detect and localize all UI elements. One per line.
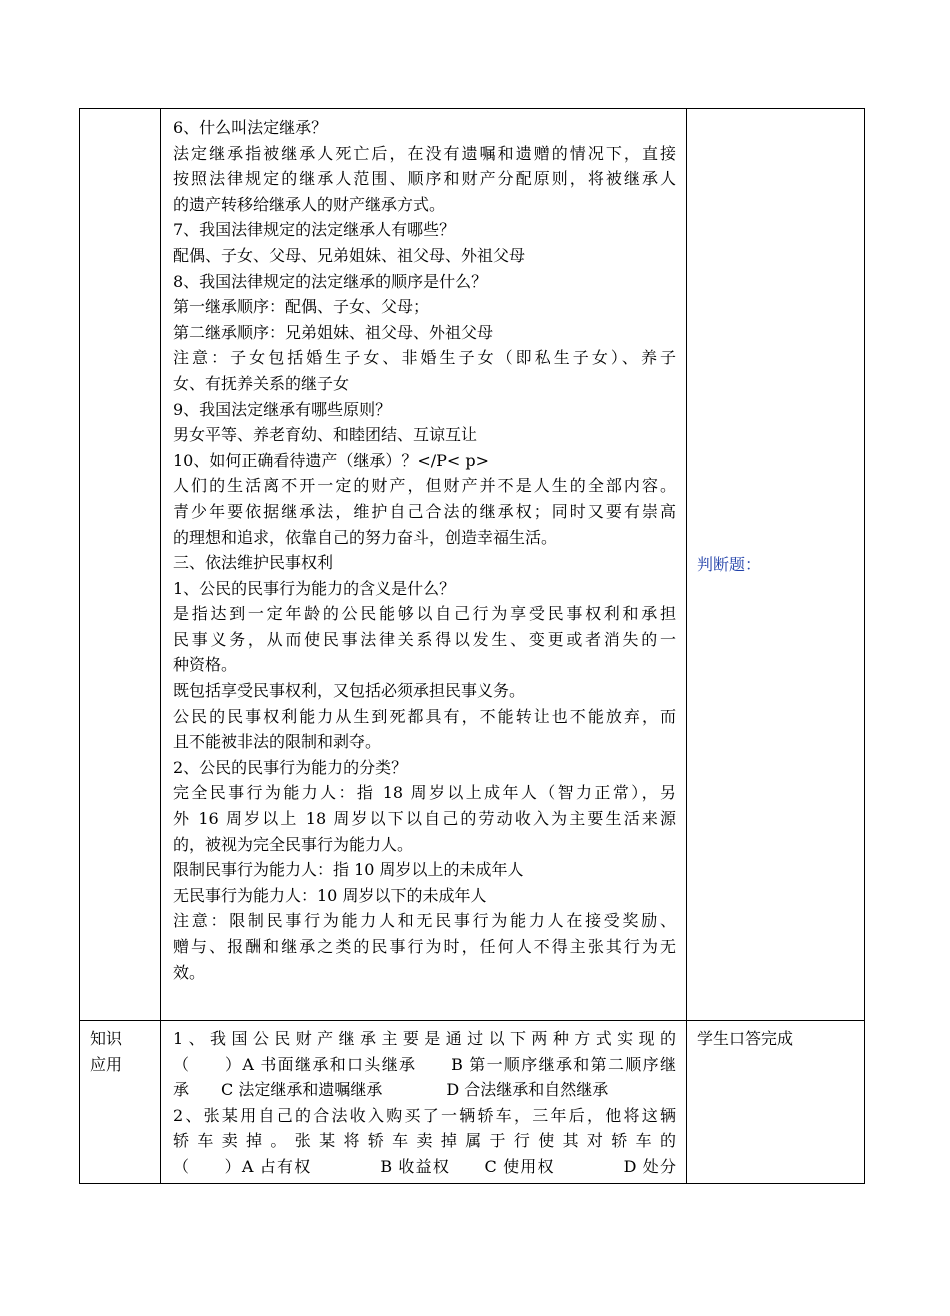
text-line: 2、公民的民事行为能力的分类？ (173, 757, 408, 777)
text-line: 既包括享受民事权利，又包括必须承担民事义务。 (173, 681, 526, 701)
text-line: 是指达到一定年龄的公民能够以自己行为享受民事权利和承担 (173, 604, 676, 624)
column-divider-1 (160, 109, 161, 1183)
question-line: （ ）A 占有权 B 收益权 C 使用权 D 处分 (173, 1156, 676, 1176)
text-line: 6、什么叫法定继承？ (173, 118, 328, 137)
text-line: 三、依法维护民事权利 (173, 553, 334, 573)
label-line: 应用 (90, 1054, 123, 1074)
question-line: （ ）A 书面继承和口头继承 B 第一顺序继承和第二顺序继 (173, 1054, 676, 1074)
text-line: 第一继承顺序：配偶、子女、父母； (173, 297, 430, 317)
text-line: 注意：子女包括婚生子女、非婚生子女（即私生子女）、养子 (173, 348, 676, 368)
text-line: 无民事行为能力人：10 周岁以下的未成年人 (173, 885, 487, 905)
question-line: 2、张某用自己的合法收入购买了一辆轿车，三年后，他将这辆 (173, 1105, 676, 1125)
text-line: 配偶、子女、父母、兄弟姐妹、祖父母、外祖父母 (173, 245, 526, 265)
text-line: 民事义务，从而使民事法律关系得以发生、变更或者消失的一 (173, 629, 676, 649)
text-line: 的遗产转移给继承人的财产继承方式。 (173, 194, 446, 214)
text-line: 青少年要依据继承法，维护自己合法的继承权；同时又要有崇高 (173, 501, 676, 521)
lesson-table (79, 108, 865, 1184)
text-line: 1、公民的民事行为能力的含义是什么？ (173, 578, 456, 598)
text-line: 的理想和追求，依靠自己的努力奋斗，创造幸福生活。 (173, 527, 558, 547)
text-line: 10、如何正确看待遗产（继承）？</P< p> (173, 450, 490, 470)
text-line: 男女平等、养老育幼、和睦团结、互谅互让 (173, 425, 478, 445)
text-line: 注意：限制民事行为能力人和无民事行为能力人在接受奖励、 (173, 911, 676, 931)
question-line: 轿车卖掉。张某将轿车卖掉属于行使其对轿车的 (173, 1131, 676, 1151)
text-line: 效。 (173, 962, 206, 982)
text-line: 完全民事行为能力人：指 18 周岁以上成年人（智力正常），另 (173, 783, 676, 803)
text-line: 的，被视为完全民事行为能力人。 (173, 834, 414, 854)
column-divider-2 (686, 109, 687, 1183)
judgment-question-label: 判断题： (697, 555, 762, 574)
text-line: 公民的民事权利能力从生到死都具有，不能转让也不能放弃，而 (173, 706, 676, 726)
text-line: 种资格。 (173, 655, 238, 675)
upper-content (173, 115, 676, 985)
text-line: 8、我国法律规定的法定继承的顺序是什么？ (173, 271, 488, 291)
label-line: 知识 (90, 1029, 123, 1048)
text-line: 第二继承顺序：兄弟姐妹、祖父母、外祖父母 (173, 322, 494, 342)
knowledge-application-label (90, 1026, 122, 1077)
text-line: 法定继承指被继承人死亡后，在没有遗嘱和遗赠的情况下，直接 (173, 143, 676, 163)
text-line: 女、有抚养关系的继子女 (173, 373, 350, 393)
question-line: 承 C 法定继承和遗嘱继承 D 合法继承和自然继承 (173, 1080, 609, 1100)
text-line: 按照法律规定的继承人范围、顺序和财产分配原则，将被继承人 (173, 169, 676, 189)
text-line: 限制民事行为能力人：指 10 周岁以上的未成年人 (173, 860, 524, 880)
student-answer-note: 学生口答完成 (697, 1029, 794, 1048)
text-line: 7、我国法律规定的法定继承人有哪些？ (173, 220, 456, 240)
text-line: 9、我国法定继承有哪些原则？ (173, 399, 392, 419)
text-line: 外 16 周岁以上 18 周岁以下以自己的劳动收入为主要生活来源 (173, 809, 676, 829)
row-divider (80, 1020, 864, 1021)
text-line: 赠与、报酬和继承之类的民事行为时，任何人不得主张其行为无 (173, 937, 676, 956)
text-line: 人们的生活离不开一定的财产，但财产并不是人生的全部内容。 (173, 476, 676, 496)
exercise-content (173, 1026, 676, 1180)
text-line: 且不能被非法的限制和剥夺。 (173, 732, 382, 752)
question-line: 1、我国公民财产继承主要是通过以下两种方式实现的 (173, 1029, 676, 1048)
